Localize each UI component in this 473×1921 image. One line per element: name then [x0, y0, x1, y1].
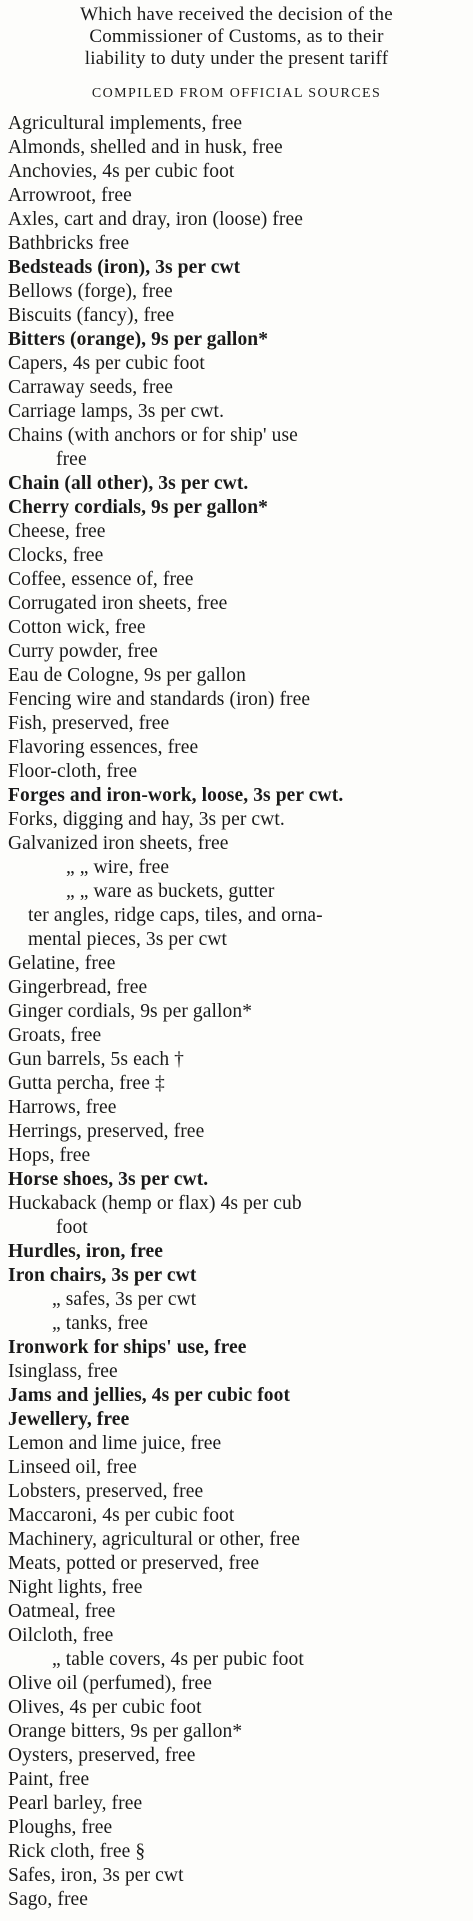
tariff-entry-continuation: ter angles, ridge caps, tiles, and orna-	[28, 905, 323, 926]
tariff-entry: Jewellery, free	[8, 1409, 130, 1430]
tariff-entry-continuation: mental pieces, 3s per cwt	[28, 929, 228, 950]
tariff-entry: Cotton wick, free	[8, 617, 146, 638]
tariff-entry: Bathbricks free	[8, 233, 130, 254]
heading-line-3: liability to duty under the present tariff	[84, 48, 389, 69]
tariff-entry: Oysters, preserved, free	[8, 1745, 196, 1766]
tariff-entry: Orange bitters, 9s per gallon*	[8, 1721, 243, 1742]
tariff-entry: Eau de Cologne, 9s per gallon	[8, 665, 246, 686]
tariff-entry: Floor-cloth, free	[8, 761, 138, 782]
tariff-entry: Lobsters, preserved, free	[8, 1481, 204, 1502]
tariff-entry-ditto: „ „ ware as buckets, gutter	[66, 881, 275, 902]
tariff-entry-ditto: „ table covers, 4s per pubic foot	[52, 1649, 304, 1670]
tariff-entry: Biscuits (fancy), free	[8, 305, 175, 326]
tariff-entry: Linseed oil, free	[8, 1457, 137, 1478]
tariff-entry: Horse shoes, 3s per cwt.	[8, 1169, 209, 1190]
tariff-entry: Curry powder, free	[8, 641, 158, 662]
tariff-entry: Chains (with anchors or for ship' use	[8, 425, 298, 446]
tariff-entry: Cheese, free	[8, 521, 106, 542]
tariff-entry-continuation: foot	[56, 1217, 88, 1238]
tariff-entry: Chain (all other), 3s per cwt.	[8, 473, 249, 494]
tariff-entry: Almonds, shelled and in husk, free	[8, 137, 283, 158]
tariff-entry: Cherry cordials, 9s per gallon*	[8, 497, 269, 518]
tariff-entry: Oatmeal, free	[8, 1601, 116, 1622]
tariff-entry: Arrowroot, free	[8, 185, 132, 206]
tariff-entry: Forks, digging and hay, 3s per cwt.	[8, 809, 285, 830]
tariff-entry: Hurdles, iron, free	[8, 1241, 163, 1262]
tariff-entry: Carriage lamps, 3s per cwt.	[8, 401, 225, 422]
tariff-entry-continuation: free	[56, 449, 87, 470]
heading-line-1: Which have received the decision of the	[80, 4, 393, 25]
tariff-entry: Night lights, free	[8, 1577, 143, 1598]
tariff-entry: Rick cloth, free §	[8, 1841, 146, 1862]
tariff-entry: Olive oil (perfumed), free	[8, 1673, 213, 1694]
tariff-entry: Gelatine, free	[8, 953, 116, 974]
tariff-entry: Lemon and lime juice, free	[8, 1433, 222, 1454]
tariff-entry: Pearl barley, free	[8, 1793, 143, 1814]
tariff-entry: Maccaroni, 4s per cubic foot	[8, 1505, 235, 1526]
tariff-entry: Bitters (orange), 9s per gallon*	[8, 329, 269, 350]
tariff-entry: Olives, 4s per cubic foot	[8, 1697, 202, 1718]
tariff-entry: Machinery, agricultural or other, free	[8, 1529, 300, 1550]
tariff-entry: Agricultural implements, free	[8, 113, 243, 134]
tariff-entry: Isinglass, free	[8, 1361, 118, 1382]
tariff-entry: Sago, free	[8, 1889, 89, 1910]
tariff-entry: Safes, iron, 3s per cwt	[8, 1865, 184, 1886]
tariff-entry: Harrows, free	[8, 1097, 117, 1118]
tariff-entry: Ironwork for ships' use, free	[8, 1337, 247, 1358]
tariff-entry: Clocks, free	[8, 545, 104, 566]
tariff-entry: Jams and jellies, 4s per cubic foot	[8, 1385, 291, 1406]
tariff-entry: Gingerbread, free	[8, 977, 148, 998]
tariff-entry-ditto: „ „ wire, free	[66, 857, 170, 878]
tariff-entry: Flavoring essences, free	[8, 737, 199, 758]
tariff-entry: Oilcloth, free	[8, 1625, 114, 1646]
sub-heading: COMPILED FROM OFFICIAL SOURCES	[91, 86, 382, 101]
tariff-entry: Galvanized iron sheets, free	[8, 833, 229, 854]
tariff-entry: Carraway seeds, free	[8, 377, 173, 398]
tariff-entry: Fencing wire and standards (iron) free	[8, 689, 311, 710]
tariff-entry: Gutta percha, free ‡	[8, 1073, 165, 1094]
tariff-entry: Huckaback (hemp or flax) 4s per cub	[8, 1193, 302, 1214]
tariff-entry: Corrugated iron sheets, free	[8, 593, 228, 614]
tariff-entry-ditto: „ safes, 3s per cwt	[52, 1289, 197, 1310]
tariff-entry: Ploughs, free	[8, 1817, 113, 1838]
tariff-entry: Herrings, preserved, free	[8, 1121, 205, 1142]
tariff-entry: Capers, 4s per cubic foot	[8, 353, 205, 374]
tariff-entry: Gun barrels, 5s each †	[8, 1049, 185, 1070]
tariff-entry: Bellows (forge), free	[8, 281, 173, 302]
tariff-entry: Fish, preserved, free	[8, 713, 170, 734]
tariff-entry: Meats, potted or preserved, free	[8, 1553, 260, 1574]
tariff-entry: Groats, free	[8, 1025, 102, 1046]
tariff-entry: Forges and iron-work, loose, 3s per cwt.	[8, 785, 344, 806]
tariff-entry: Axles, cart and dray, iron (loose) free	[8, 209, 304, 230]
tariff-entry: Hops, free	[8, 1145, 91, 1166]
tariff-entry: Iron chairs, 3s per cwt	[8, 1265, 197, 1286]
tariff-entry-ditto: „ tanks, free	[52, 1313, 149, 1334]
tariff-entry: Paint, free	[8, 1769, 90, 1790]
tariff-entry: Anchovies, 4s per cubic foot	[8, 161, 235, 182]
tariff-entry: Coffee, essence of, free	[8, 569, 194, 590]
tariff-entry: Bedsteads (iron), 3s per cwt	[8, 257, 241, 278]
heading-line-2: Commissioner of Customs, as to their	[89, 26, 384, 47]
tariff-entry: Ginger cordials, 9s per gallon*	[8, 1001, 253, 1022]
